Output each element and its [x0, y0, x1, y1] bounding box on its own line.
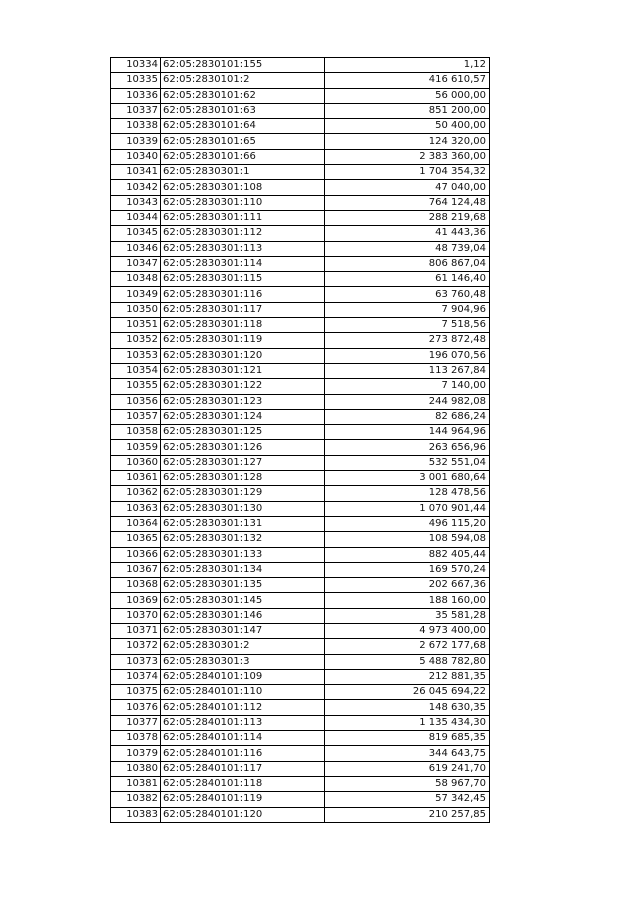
cadastral-number-cell: 62:05:2830301:121	[161, 363, 325, 378]
row-number-cell: 10381	[111, 776, 161, 791]
value-cell: 63 760,48	[325, 287, 490, 302]
cadastral-number-cell: 62:05:2830301:119	[161, 333, 325, 348]
value-cell: 416 610,57	[325, 73, 490, 88]
row-number-cell: 10359	[111, 440, 161, 455]
table-row	[111, 746, 490, 761]
cadastral-number-cell: 62:05:2830301:124	[161, 409, 325, 424]
value-cell: 496 115,20	[325, 516, 490, 531]
row-number-cell: 10336	[111, 88, 161, 103]
value-cell: 288 219,68	[325, 210, 490, 225]
value-cell: 82 686,24	[325, 409, 490, 424]
row-number-cell: 10365	[111, 532, 161, 547]
row-number-cell: 10356	[111, 394, 161, 409]
row-number-cell: 10340	[111, 149, 161, 164]
cadastral-number-cell: 62:05:2830301:120	[161, 348, 325, 363]
cadastral-number-cell: 62:05:2830301:112	[161, 226, 325, 241]
value-cell: 26 045 694,22	[325, 685, 490, 700]
row-number-cell: 10373	[111, 654, 161, 669]
cadastral-number-cell: 62:05:2830301:135	[161, 578, 325, 593]
table-row	[111, 287, 490, 302]
row-number-cell: 10372	[111, 639, 161, 654]
cadastral-number-cell: 62:05:2840101:117	[161, 761, 325, 776]
value-cell: 35 581,28	[325, 608, 490, 623]
row-number-cell: 10379	[111, 746, 161, 761]
value-cell: 148 630,35	[325, 700, 490, 715]
table-row	[111, 593, 490, 608]
value-cell: 244 982,08	[325, 394, 490, 409]
row-number-cell: 10378	[111, 731, 161, 746]
value-cell: 1,12	[325, 58, 490, 73]
table-row	[111, 180, 490, 195]
value-cell: 188 160,00	[325, 593, 490, 608]
row-number-cell: 10375	[111, 685, 161, 700]
cadastral-number-cell: 62:05:2830301:114	[161, 256, 325, 271]
value-cell: 3 001 680,64	[325, 471, 490, 486]
row-number-cell: 10376	[111, 700, 161, 715]
table-row	[111, 256, 490, 271]
value-cell: 7 518,56	[325, 318, 490, 333]
cadastral-number-cell: 62:05:2830301:134	[161, 562, 325, 577]
value-cell: 196 070,56	[325, 348, 490, 363]
row-number-cell: 10348	[111, 272, 161, 287]
table-row	[111, 578, 490, 593]
cadastral-number-cell: 62:05:2830301:116	[161, 287, 325, 302]
value-cell: 819 685,35	[325, 731, 490, 746]
row-number-cell: 10357	[111, 409, 161, 424]
cadastral-number-cell: 62:05:2830301:145	[161, 593, 325, 608]
cadastral-number-cell: 62:05:2830301:122	[161, 379, 325, 394]
row-number-cell: 10358	[111, 425, 161, 440]
table-row	[111, 210, 490, 225]
row-number-cell: 10354	[111, 363, 161, 378]
cadastral-number-cell: 62:05:2830301:147	[161, 623, 325, 638]
cadastral-number-cell: 62:05:2830301:2	[161, 639, 325, 654]
table-row	[111, 471, 490, 486]
row-number-cell: 10361	[111, 471, 161, 486]
value-cell: 764 124,48	[325, 195, 490, 210]
cadastral-number-cell: 62:05:2830301:1	[161, 165, 325, 180]
value-cell: 202 667,36	[325, 578, 490, 593]
value-cell: 1 070 901,44	[325, 501, 490, 516]
value-cell: 210 257,85	[325, 807, 490, 822]
value-cell: 113 267,84	[325, 363, 490, 378]
row-number-cell: 10383	[111, 807, 161, 822]
table-row	[111, 776, 490, 791]
table-row	[111, 654, 490, 669]
cadastral-number-cell: 62:05:2830301:108	[161, 180, 325, 195]
row-number-cell: 10343	[111, 195, 161, 210]
table-row	[111, 608, 490, 623]
row-number-cell: 10341	[111, 165, 161, 180]
row-number-cell: 10377	[111, 715, 161, 730]
value-cell: 50 400,00	[325, 119, 490, 134]
value-cell: 1 135 434,30	[325, 715, 490, 730]
cadastral-number-cell: 62:05:2830301:115	[161, 272, 325, 287]
value-cell: 2 672 177,68	[325, 639, 490, 654]
cadastral-number-cell: 62:05:2830301:146	[161, 608, 325, 623]
value-cell: 851 200,00	[325, 103, 490, 118]
row-number-cell: 10368	[111, 578, 161, 593]
cadastral-number-cell: 62:05:2830101:66	[161, 149, 325, 164]
value-cell: 128 478,56	[325, 486, 490, 501]
table-row	[111, 792, 490, 807]
value-cell: 58 967,70	[325, 776, 490, 791]
table-row	[111, 623, 490, 638]
row-number-cell: 10363	[111, 501, 161, 516]
table-row	[111, 486, 490, 501]
row-number-cell: 10366	[111, 547, 161, 562]
value-cell: 7 140,00	[325, 379, 490, 394]
cadastral-number-cell: 62:05:2830301:117	[161, 302, 325, 317]
row-number-cell: 10338	[111, 119, 161, 134]
value-cell: 124 320,00	[325, 134, 490, 149]
table-row	[111, 455, 490, 470]
row-number-cell: 10342	[111, 180, 161, 195]
cadastral-number-cell: 62:05:2830101:63	[161, 103, 325, 118]
row-number-cell: 10339	[111, 134, 161, 149]
table-row	[111, 195, 490, 210]
table-row	[111, 103, 490, 118]
table-row	[111, 501, 490, 516]
table-row	[111, 532, 490, 547]
table-row	[111, 348, 490, 363]
table-row	[111, 272, 490, 287]
value-cell: 48 739,04	[325, 241, 490, 256]
row-number-cell: 10337	[111, 103, 161, 118]
cadastral-number-cell: 62:05:2840101:119	[161, 792, 325, 807]
row-number-cell: 10349	[111, 287, 161, 302]
table-row	[111, 547, 490, 562]
value-cell: 4 973 400,00	[325, 623, 490, 638]
table-row	[111, 302, 490, 317]
table-row	[111, 58, 490, 73]
cadastral-number-cell: 62:05:2840101:114	[161, 731, 325, 746]
cadastral-number-cell: 62:05:2830301:133	[161, 547, 325, 562]
cadastral-number-cell: 62:05:2830301:127	[161, 455, 325, 470]
row-number-cell: 10345	[111, 226, 161, 241]
cadastral-number-cell: 62:05:2830301:132	[161, 532, 325, 547]
cadastral-number-cell: 62:05:2830301:118	[161, 318, 325, 333]
table-row	[111, 409, 490, 424]
cadastral-number-cell: 62:05:2840101:109	[161, 669, 325, 684]
table-row	[111, 119, 490, 134]
value-cell: 56 000,00	[325, 88, 490, 103]
cadastral-number-cell: 62:05:2830301:113	[161, 241, 325, 256]
table-row	[111, 685, 490, 700]
row-number-cell: 10350	[111, 302, 161, 317]
table-row	[111, 134, 490, 149]
cadastral-number-cell: 62:05:2830101:64	[161, 119, 325, 134]
cadastral-number-cell: 62:05:2830101:155	[161, 58, 325, 73]
value-cell: 57 342,45	[325, 792, 490, 807]
value-cell: 2 383 360,00	[325, 149, 490, 164]
table-row	[111, 700, 490, 715]
row-number-cell: 10380	[111, 761, 161, 776]
cadastral-value-table	[110, 57, 490, 823]
cadastral-number-cell: 62:05:2830301:123	[161, 394, 325, 409]
row-number-cell: 10334	[111, 58, 161, 73]
cadastral-number-cell: 62:05:2840101:118	[161, 776, 325, 791]
cadastral-number-cell: 62:05:2830301:3	[161, 654, 325, 669]
cadastral-number-cell: 62:05:2830301:126	[161, 440, 325, 455]
cadastral-number-cell: 62:05:2830301:111	[161, 210, 325, 225]
table-row	[111, 226, 490, 241]
row-number-cell: 10346	[111, 241, 161, 256]
value-cell: 212 881,35	[325, 669, 490, 684]
table-row	[111, 363, 490, 378]
row-number-cell: 10360	[111, 455, 161, 470]
table-row	[111, 165, 490, 180]
row-number-cell: 10335	[111, 73, 161, 88]
cadastral-number-cell: 62:05:2830301:130	[161, 501, 325, 516]
cadastral-number-cell: 62:05:2840101:113	[161, 715, 325, 730]
cadastral-number-cell: 62:05:2840101:116	[161, 746, 325, 761]
row-number-cell: 10355	[111, 379, 161, 394]
cadastral-number-cell: 62:05:2840101:112	[161, 700, 325, 715]
cadastral-number-cell: 62:05:2830101:62	[161, 88, 325, 103]
table-row	[111, 562, 490, 577]
table-row	[111, 318, 490, 333]
table-body	[111, 58, 490, 823]
value-cell: 7 904,96	[325, 302, 490, 317]
cadastral-number-cell: 62:05:2840101:110	[161, 685, 325, 700]
table-row	[111, 88, 490, 103]
cadastral-number-cell: 62:05:2830301:131	[161, 516, 325, 531]
table-row	[111, 715, 490, 730]
table-row	[111, 379, 490, 394]
value-cell: 882 405,44	[325, 547, 490, 562]
table-row	[111, 761, 490, 776]
row-number-cell: 10347	[111, 256, 161, 271]
value-cell: 144 964,96	[325, 425, 490, 440]
table-row	[111, 516, 490, 531]
row-number-cell: 10371	[111, 623, 161, 638]
cadastral-number-cell: 62:05:2830301:125	[161, 425, 325, 440]
table-row	[111, 731, 490, 746]
row-number-cell: 10351	[111, 318, 161, 333]
cadastral-number-cell: 62:05:2830301:129	[161, 486, 325, 501]
value-cell: 169 570,24	[325, 562, 490, 577]
value-cell: 1 704 354,32	[325, 165, 490, 180]
row-number-cell: 10353	[111, 348, 161, 363]
table-row	[111, 639, 490, 654]
table-row	[111, 394, 490, 409]
cadastral-number-cell: 62:05:2840101:120	[161, 807, 325, 822]
value-cell: 344 643,75	[325, 746, 490, 761]
row-number-cell: 10369	[111, 593, 161, 608]
cadastral-number-cell: 62:05:2830301:110	[161, 195, 325, 210]
value-cell: 263 656,96	[325, 440, 490, 455]
value-cell: 47 040,00	[325, 180, 490, 195]
row-number-cell: 10362	[111, 486, 161, 501]
cadastral-number-cell: 62:05:2830101:2	[161, 73, 325, 88]
table-row	[111, 807, 490, 822]
value-cell: 273 872,48	[325, 333, 490, 348]
table-row	[111, 669, 490, 684]
table-row	[111, 333, 490, 348]
value-cell: 61 146,40	[325, 272, 490, 287]
row-number-cell: 10382	[111, 792, 161, 807]
row-number-cell: 10367	[111, 562, 161, 577]
value-cell: 108 594,08	[325, 532, 490, 547]
value-cell: 5 488 782,80	[325, 654, 490, 669]
table-row	[111, 73, 490, 88]
row-number-cell: 10374	[111, 669, 161, 684]
table-row	[111, 440, 490, 455]
value-cell: 41 443,36	[325, 226, 490, 241]
cadastral-number-cell: 62:05:2830301:128	[161, 471, 325, 486]
table-row	[111, 149, 490, 164]
value-cell: 619 241,70	[325, 761, 490, 776]
row-number-cell: 10344	[111, 210, 161, 225]
value-cell: 532 551,04	[325, 455, 490, 470]
row-number-cell: 10370	[111, 608, 161, 623]
row-number-cell: 10364	[111, 516, 161, 531]
table-row	[111, 425, 490, 440]
table-row	[111, 241, 490, 256]
row-number-cell: 10352	[111, 333, 161, 348]
cadastral-number-cell: 62:05:2830101:65	[161, 134, 325, 149]
value-cell: 806 867,04	[325, 256, 490, 271]
